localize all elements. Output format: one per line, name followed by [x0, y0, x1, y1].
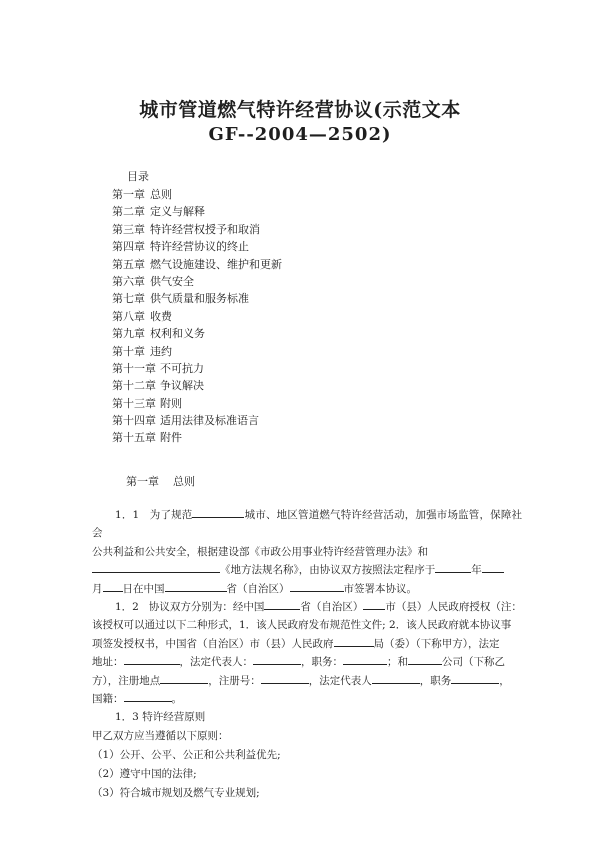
clause-text: ，职务： — [301, 656, 343, 669]
toc-item-title: 附则 — [160, 396, 182, 410]
toc-item — [112, 273, 282, 290]
clause-text: 日在中国 — [122, 582, 165, 595]
list-item: （1）公开、公平、公正和公共利益优先; — [92, 749, 281, 762]
toc-item — [112, 360, 282, 377]
toc-item-number: 第九章 — [112, 327, 145, 341]
blank-field[interactable] — [451, 674, 499, 684]
blank-field[interactable] — [253, 655, 301, 665]
toc-item — [112, 377, 282, 394]
clause-1-2-line — [92, 653, 522, 671]
blank-field[interactable] — [363, 600, 385, 610]
clause-1-1-line — [92, 580, 522, 598]
clause-text: 国籍： — [92, 693, 124, 706]
clause-1-2 — [92, 598, 522, 616]
clause-text: 为了规范 — [149, 509, 193, 521]
chapter-heading — [126, 473, 195, 489]
clause-text: 市签署本协议。 — [343, 582, 417, 595]
blank-field[interactable] — [124, 692, 172, 702]
clause-1-2-line — [92, 616, 522, 634]
toc-item — [112, 343, 282, 360]
article-body — [92, 506, 522, 803]
clause-text: ，法定代表人 — [308, 674, 372, 687]
toc-item — [112, 186, 282, 203]
toc-item-number: 第十二章 — [112, 379, 156, 393]
toc-item-number: 第十四章 — [112, 414, 156, 428]
toc-item-number: 第十章 — [112, 344, 145, 358]
clause-1-2-line — [92, 690, 522, 708]
chapter-title: 总则 — [173, 475, 195, 488]
clause-text: 城市、地区管道燃气特许经营活动，加强市场监管，保障社会 — [92, 509, 523, 540]
document-code: GF--2004—2502) — [208, 124, 392, 145]
clause-number: 1．1 — [115, 509, 140, 521]
blank-field[interactable] — [103, 582, 123, 592]
clause-text: 公共利益和公共安全，根据建设部《市政公用事业特许经营管理办法》和 — [92, 545, 428, 558]
clause-text: 省（自治区） — [300, 601, 364, 614]
chapter-number: 第一章 — [126, 475, 159, 488]
toc-item-title: 供气质量和服务标准 — [150, 292, 249, 306]
toc-item — [112, 256, 282, 273]
toc-item — [112, 221, 282, 238]
toc-item — [112, 290, 282, 307]
toc-item-number: 第七章 — [112, 292, 145, 306]
clause-text: 项签发授权书，中国省（自治区）市（县）人民政府 — [92, 637, 334, 650]
clause-text: ；和 — [387, 656, 408, 669]
toc-item-title: 违约 — [150, 344, 172, 358]
blank-field[interactable] — [435, 563, 471, 573]
clause-1-1-line — [92, 561, 522, 579]
clause-text: 协议双方分别为：经中国 — [148, 601, 265, 614]
toc-item-number: 第十五章 — [112, 431, 156, 445]
toc-item — [112, 203, 282, 220]
clause-text: ， — [499, 674, 510, 687]
toc-item-title: 附件 — [160, 431, 182, 445]
toc-item-title: 特许经营协议的终止 — [150, 240, 249, 254]
clause-text: 省（自治区） — [226, 582, 290, 595]
toc-item — [112, 308, 282, 325]
toc-item-number: 第八章 — [112, 309, 145, 323]
clause-text: 局（委）（下称甲方），法定 — [373, 637, 500, 650]
toc-item-title: 供气安全 — [150, 274, 194, 288]
clause-1-1-line — [92, 543, 522, 561]
blank-field[interactable] — [92, 563, 220, 573]
blank-field[interactable] — [165, 582, 227, 592]
blank-field[interactable] — [192, 508, 244, 518]
toc-item — [112, 238, 282, 255]
toc-item-title: 适用法律及标准语言 — [160, 414, 259, 428]
toc-item-number: 第六章 — [112, 274, 145, 288]
clause-number: 1．2 — [115, 601, 139, 614]
blank-field[interactable] — [264, 600, 300, 610]
clause-1-2-line — [92, 635, 522, 653]
blank-field[interactable] — [290, 582, 344, 592]
clause-text: 年 — [471, 564, 482, 577]
toc-item-number: 第三章 — [112, 222, 145, 236]
toc-item-title: 特许经营权授予和取消 — [150, 222, 260, 236]
toc-item-number: 第一章 — [112, 188, 145, 201]
clause-text: 。 — [171, 693, 182, 706]
toc-item-title: 燃气设施建设、维护和更新 — [150, 257, 282, 271]
clause-text: 公司（下称乙 — [442, 656, 505, 669]
blank-field[interactable] — [124, 655, 180, 665]
clause-1-3-heading: 1．3 特许经营原则 — [115, 711, 206, 724]
blank-field[interactable] — [261, 674, 309, 684]
toc-item-title: 总则 — [150, 188, 172, 201]
blank-field[interactable] — [334, 637, 374, 647]
toc-item-number: 第十三章 — [112, 396, 156, 410]
blank-field[interactable] — [482, 563, 504, 573]
clause-text: 该授权可以通过以下二种形式，1．该人民政府发布规范性文件; 2．该人民政府就本协议事 — [92, 619, 512, 632]
toc-item-title: 收费 — [150, 309, 172, 323]
clause-text: 市（县）人民政府授权（注： — [385, 601, 522, 614]
toc-item-number: 第五章 — [112, 257, 145, 271]
list-item: （3）符合城市规划及燃气专业规划; — [92, 787, 260, 800]
toc-item-title: 争议解决 — [160, 379, 204, 393]
toc-item — [112, 325, 282, 342]
clause-text: ，注册号： — [208, 674, 261, 687]
blank-field[interactable] — [408, 655, 442, 665]
clause-1-2-line — [92, 672, 522, 690]
clause-text: ，法定代表人： — [179, 656, 253, 669]
clause-1-3-intro: 甲乙双方应当遵循以下原则： — [92, 730, 229, 743]
toc-item — [112, 395, 282, 412]
clause-text: 地址： — [92, 656, 124, 669]
toc-item-title: 权利和义务 — [150, 327, 205, 341]
clause-text: ，职务 — [419, 674, 452, 687]
clause-text: 方），注册地点 — [92, 674, 161, 687]
toc-item-number: 第十一章 — [112, 361, 156, 375]
clause-1-1 — [92, 506, 522, 543]
clause-text: 月 — [92, 582, 103, 595]
blank-field[interactable] — [372, 674, 420, 684]
toc-item-title: 定义与解释 — [150, 205, 205, 219]
toc-item-title: 不可抗力 — [160, 361, 204, 375]
toc-item — [112, 412, 282, 429]
toc-item-number: 第二章 — [112, 205, 145, 219]
document-title: 城市管道燃气特许经营协议(示范文本 — [139, 99, 461, 121]
toc-heading: 目录 — [127, 170, 149, 183]
table-of-contents — [112, 186, 282, 447]
list-item: （2）遵守中国的法律; — [92, 768, 197, 781]
blank-field[interactable] — [160, 674, 208, 684]
toc-item-number: 第四章 — [112, 240, 145, 254]
clause-text: 《地方法规名称》，由协议双方按照法定程序于 — [220, 564, 436, 577]
blank-field[interactable] — [343, 655, 387, 665]
toc-item — [112, 429, 282, 446]
